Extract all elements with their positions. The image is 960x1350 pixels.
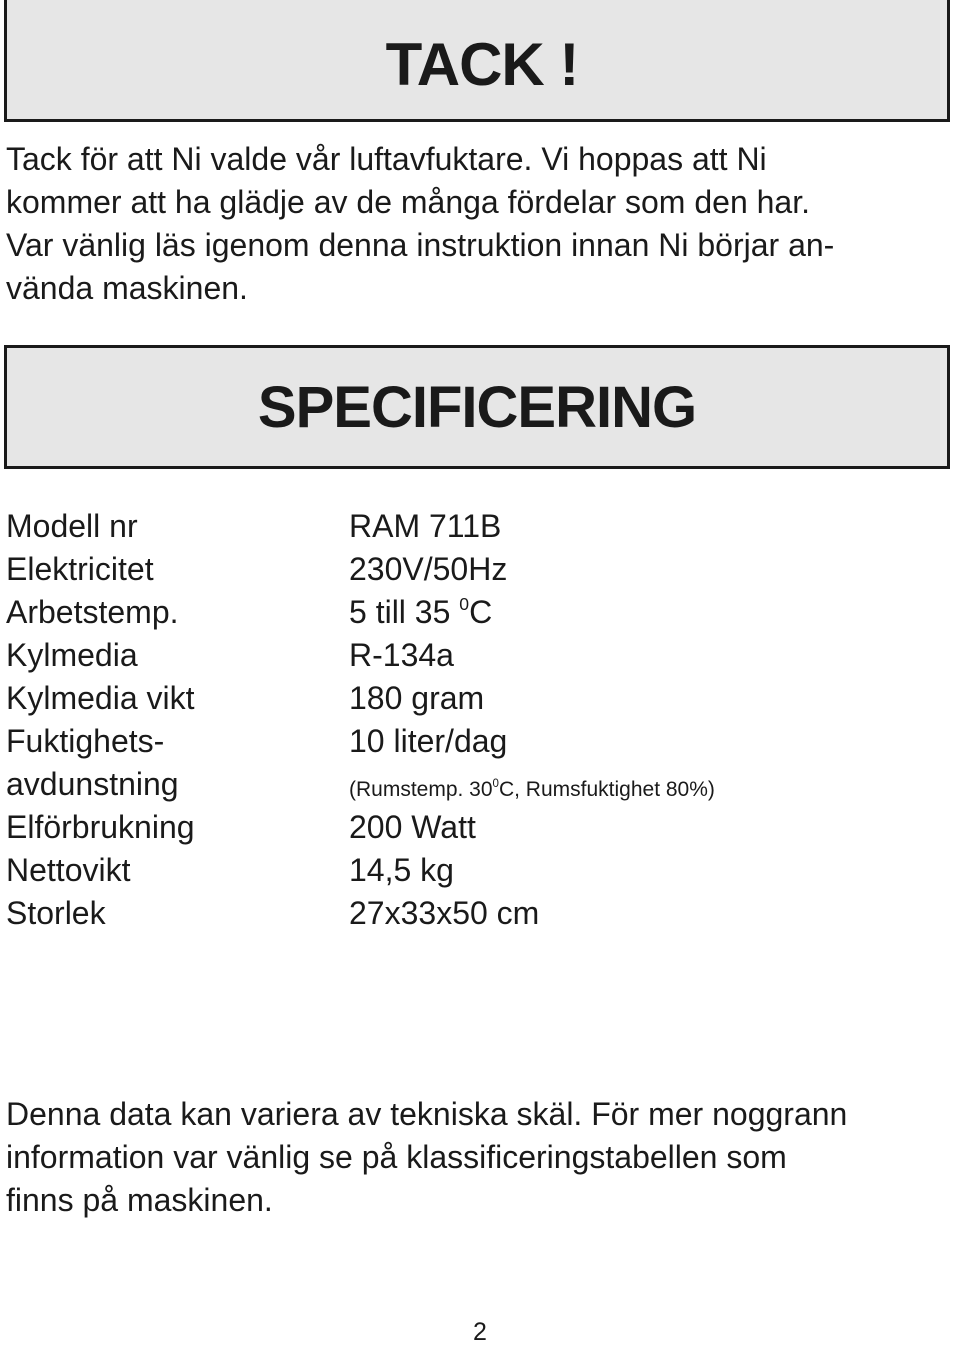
degree-superscript: 0	[492, 778, 499, 791]
spec-label: Fuktighets-	[6, 723, 165, 759]
spec-label: Elförbrukning	[6, 809, 195, 845]
intro-line: Var vänlig läs igenom denna instruktion innan Ni börjar an-	[6, 227, 835, 263]
spec-label: Storlek	[6, 895, 106, 931]
spec-row-refrigerant	[6, 634, 946, 677]
intro-line: Tack för att Ni valde vår luftavfuktare. Vi hoppas att Ni	[6, 141, 767, 177]
spec-row-size	[6, 892, 946, 935]
spec-value-text: (Rumstemp. 30	[349, 778, 493, 801]
intro-line: kommer att ha glädje av de många fördelar som den har.	[6, 184, 810, 220]
spec-value: RAM 711B	[349, 508, 502, 544]
spec-value: 230V/50Hz	[349, 551, 508, 587]
disclaimer-line: finns på maskinen.	[6, 1182, 273, 1218]
spec-value: 27x33x50 cm	[349, 895, 540, 931]
spec-row-electricity	[6, 548, 946, 591]
spec-label: Elektricitet	[6, 551, 154, 587]
disclaimer-paragraph	[6, 1093, 951, 1222]
spec-row-refrigerant-weight	[6, 677, 946, 720]
spec-value	[349, 591, 492, 639]
spec-label: Arbetstemp.	[6, 594, 179, 630]
page-number: 2	[473, 1318, 487, 1346]
degree-superscript: 0	[459, 593, 470, 614]
spec-row-power-consumption	[6, 806, 946, 849]
disclaimer-line: Denna data kan variera av tekniska skäl. För mer noggrann	[6, 1096, 848, 1132]
spec-row-model	[6, 505, 946, 548]
spec-value: 14,5 kg	[349, 852, 454, 888]
thanks-heading: TACK !	[385, 31, 579, 98]
intro-paragraph	[6, 138, 946, 310]
specification-heading: SPECIFICERING	[257, 374, 697, 440]
spec-label: Modell nr	[6, 508, 138, 544]
spec-value: 200 Watt	[349, 809, 476, 845]
spec-value: R-134a	[349, 637, 454, 673]
spec-value: 180 gram	[349, 680, 485, 716]
spec-row-net-weight	[6, 849, 946, 892]
intro-line: vända maskinen.	[6, 270, 248, 306]
spec-value-unit: C	[469, 594, 493, 630]
spec-row-working-temperature	[6, 591, 946, 634]
spec-value-text: C, Rumsfuktighet 80%)	[498, 778, 715, 801]
spec-label: Nettovikt	[6, 852, 131, 888]
thanks-heading-box	[4, 0, 950, 122]
spec-label: Kylmedia vikt	[6, 680, 195, 716]
spec-row-dehumidification-conditions	[6, 763, 946, 806]
spec-label: Kylmedia	[6, 637, 138, 673]
disclaimer-line: information var vänlig se på klassificeringstabellen som	[6, 1139, 787, 1175]
spec-value-text: 5 till 35	[349, 594, 460, 630]
specification-heading-box	[4, 345, 950, 469]
spec-label: avdunstning	[6, 766, 179, 802]
spec-value: 10 liter/dag	[349, 723, 508, 759]
spec-row-dehumidification	[6, 720, 946, 763]
specification-table	[6, 505, 946, 935]
